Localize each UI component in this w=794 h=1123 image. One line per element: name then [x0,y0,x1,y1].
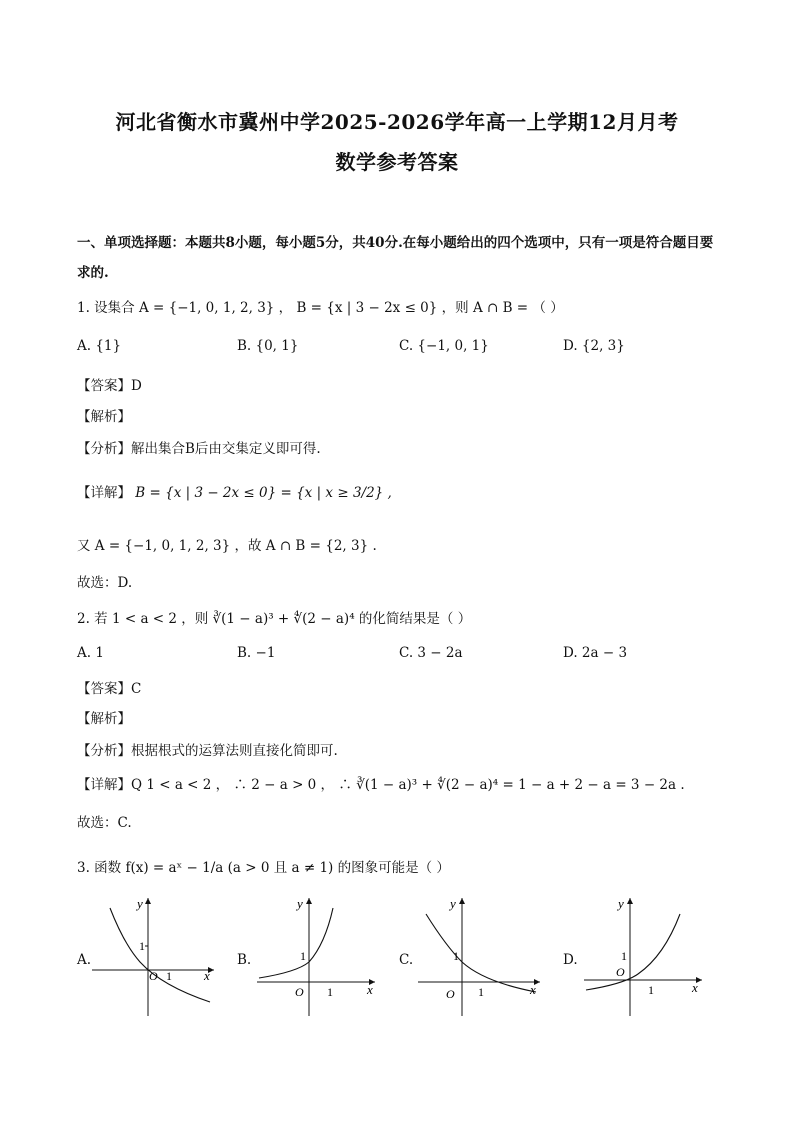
q3-option-a-label: A. [77,952,92,968]
q3-a-tick-y: 1 [139,939,145,953]
q1-also: 又 A = {−1, 0, 1, 2, 3} ，故 A ∩ B = {2, 3} . [77,538,377,554]
q3-b-x-label: x [367,982,373,997]
document-subtitle: 数学参考答案 [335,150,459,174]
q1-option-a: A. {1} [77,338,122,354]
document-title: 河北省衡水市冀州中学2025-2026学年高一上学期12月月考 [115,110,679,134]
q1-option-c: C. {−1, 0, 1} [399,338,489,354]
q1-analysis-label: 【解析】 [77,409,131,425]
q3-c-x-label: x [530,982,536,997]
q3-c-tick-x: 1 [478,985,484,999]
section-heading: 一、单项选择题：本题共8小题，每小题5分，共40分.在每小题给出的四个选项中，只有一项是符合题目要求的. [77,235,714,281]
q3-d-origin: O [616,965,625,979]
question-3-stem: 3. 函数 f(x) = aˣ − 1/a (a > 0 且 a ≠ 1) 的图象可能是（ ） [77,860,450,876]
q2-fenxi: 【分析】根据根式的运算法则直接化简即可. [77,743,338,759]
q1-detail-math: B = {x | 3 − 2x ≤ 0} = {x | x ≥ 3/2} , [135,485,392,501]
q3-graph-d [584,894,714,1022]
q2-detail: 【详解】Q 1 < a < 2 ， ∴ 2 − a > 0 ， ∴ ∛(1 − a)³ + ∜(2 − a)⁴ = 1 − a + 2 − a = 3 − 2a . [77,777,685,793]
question-2-stem: 2. 若 1 < a < 2 ，则 ∛(1 − a)³ + ∜(2 − a)⁴ 的化简结果是（ ） [77,611,472,627]
q3-graph-c [418,894,548,1022]
q1-choose: 故选：D. [77,575,133,591]
q3-b-y-label: y [297,896,303,911]
q2-choose: 故选：C. [77,815,132,831]
q3-a-origin: O [149,969,158,983]
q3-d-tick-x: 1 [648,983,654,997]
q1-detail [77,481,392,501]
q3-b-tick-y: 1 [300,949,306,963]
q3-b-tick-x: 1 [327,985,333,999]
q3-d-tick-y: 1 [621,949,627,963]
question-1-stem: 1. 设集合 A = {−1, 0, 1, 2, 3} ， B = {x | 3 − 2x ≤ 0} ，则 A ∩ B = （ ） [77,300,564,316]
q3-option-b-label: B. [237,952,252,968]
q1-detail-label: 【详解】 [77,485,131,501]
q3-a-tick-x: 1 [166,969,172,983]
q2-option-c: C. 3 − 2a [399,645,463,661]
q3-d-x-label: x [692,980,698,995]
q3-d-y-label: y [618,896,624,911]
q3-b-origin: O [295,985,304,999]
q2-option-b: B. −1 [237,645,276,661]
q1-option-b: B. {0, 1} [237,338,299,354]
q1-option-d: D. {2, 3} [563,338,625,354]
q2-answer: 【答案】C [77,681,142,697]
q1-answer: 【答案】D [77,378,142,394]
q3-option-d-label: D. [563,952,578,968]
q1-fenxi: 【分析】解出集合B后由交集定义即可得. [77,441,321,457]
q3-graph-a [92,894,222,1022]
q3-c-tick-y: 1 [453,949,459,963]
q3-c-y-label: y [450,896,456,911]
q2-analysis-label: 【解析】 [77,711,131,727]
q3-a-x-label: x [204,968,210,983]
q3-c-origin: O [446,987,455,1001]
q3-graph-b [257,894,387,1022]
q3-option-c-label: C. [399,952,414,968]
q2-option-a: A. 1 [77,645,104,661]
q3-a-y-label: y [137,896,143,911]
q2-option-d: D. 2a − 3 [563,645,628,661]
